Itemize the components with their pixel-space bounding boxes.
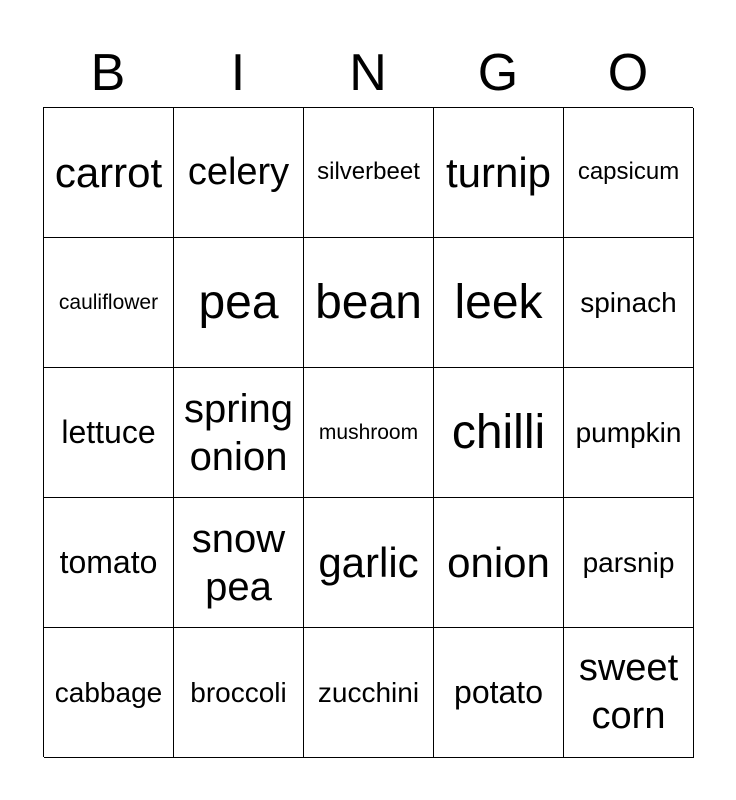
bingo-card-grid [43, 107, 693, 757]
bingo-cell-r2-c1[interactable]: cauliflower [44, 238, 174, 368]
bingo-cell-r1-c1[interactable]: carrot [44, 108, 174, 238]
bingo-cell-r4-c1[interactable]: tomato [44, 498, 174, 628]
header-letter-n: N [349, 44, 387, 102]
bingo-cell-r4-c2[interactable]: snow pea [174, 498, 304, 628]
bingo-cell-r4-c3[interactable]: garlic [304, 498, 434, 628]
bingo-cell-r5-c3[interactable]: zucchini [304, 628, 434, 758]
bingo-cell-r3-c5[interactable]: pumpkin [564, 368, 694, 498]
bingo-cell-r1-c5[interactable]: capsicum [564, 108, 694, 238]
bingo-cell-r1-c4[interactable]: turnip [434, 108, 564, 238]
bingo-cell-r5-c4[interactable]: potato [434, 628, 564, 758]
bingo-cell-r1-c3[interactable]: silverbeet [304, 108, 434, 238]
bingo-cell-r3-c2[interactable]: spring onion [174, 368, 304, 498]
bingo-cell-r4-c4[interactable]: onion [434, 498, 564, 628]
bingo-cell-r5-c2[interactable]: broccoli [174, 628, 304, 758]
header-letter-o: O [607, 44, 649, 102]
header-letter-i: I [230, 44, 246, 102]
bingo-cell-r5-c5[interactable]: sweet corn [564, 628, 694, 758]
bingo-cell-r1-c2[interactable]: celery [174, 108, 304, 238]
bingo-cell-r4-c5[interactable]: parsnip [564, 498, 694, 628]
bingo-cell-r2-c2[interactable]: pea [174, 238, 304, 368]
bingo-cell-r2-c5[interactable]: spinach [564, 238, 694, 368]
bingo-cell-r2-c3[interactable]: bean [304, 238, 434, 368]
bingo-header [43, 40, 693, 106]
bingo-cell-r3-c3[interactable]: mushroom [304, 368, 434, 498]
bingo-cell-r2-c4[interactable]: leek [434, 238, 564, 368]
bingo-cell-r3-c4[interactable]: chilli [434, 368, 564, 498]
bingo-cell-r5-c1[interactable]: cabbage [44, 628, 174, 758]
header-letter-g: G [477, 44, 519, 102]
header-letter-b: B [90, 44, 126, 102]
bingo-cell-r3-c1[interactable]: lettuce [44, 368, 174, 498]
